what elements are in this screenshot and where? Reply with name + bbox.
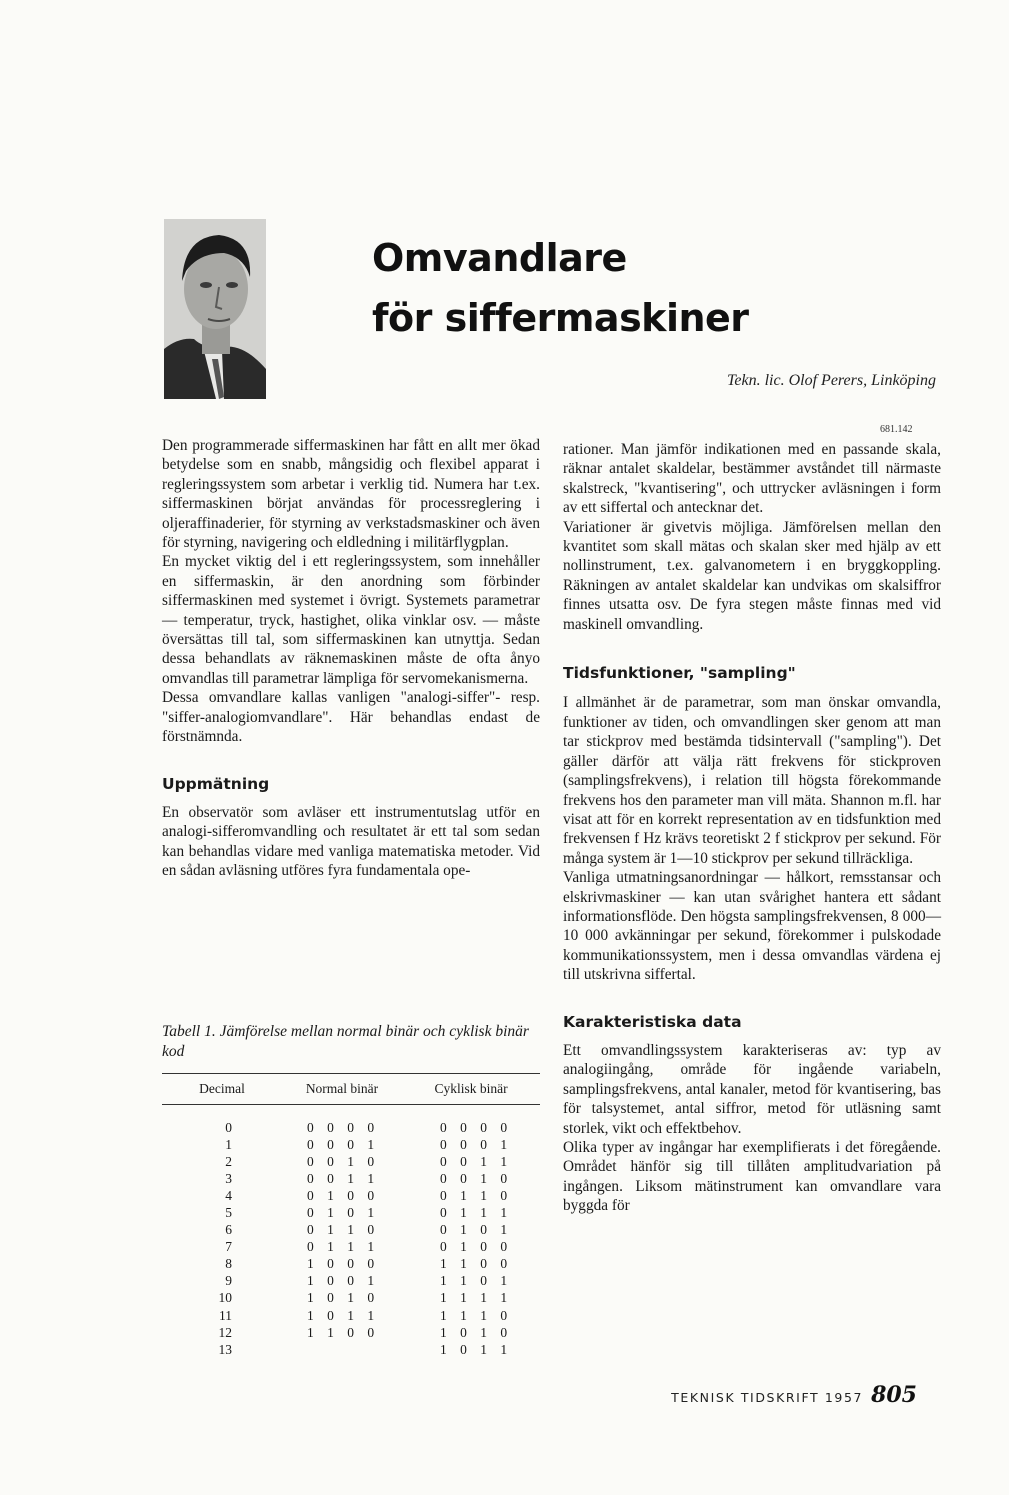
cell-cyclic-binary: 0 0 0 0	[440, 1119, 513, 1135]
cell-cyclic-binary: 0 1 0 0	[440, 1239, 513, 1255]
cell-decimal: 7	[225, 1239, 232, 1255]
binary-code-table	[162, 1073, 540, 1358]
table-row	[162, 1136, 540, 1153]
table-row	[162, 1119, 540, 1136]
title-line-2: för siffermaskiner	[372, 296, 749, 340]
cell-normal-binary: 0 0 0 1	[307, 1136, 380, 1152]
table-row	[162, 1153, 540, 1170]
table-row	[162, 1324, 540, 1341]
table-caption: Tabell 1. Jämförelse mellan normal binär och cyklisk binär kod	[162, 1023, 529, 1060]
cell-cyclic-binary: 0 0 0 1	[440, 1136, 513, 1152]
header-decimal: Decimal	[199, 1081, 245, 1096]
cell-cyclic-binary: 1 0 1 0	[440, 1324, 513, 1340]
cell-decimal: 9	[225, 1273, 232, 1289]
cell-normal-binary: 1 1 0 0	[307, 1324, 380, 1340]
cell-normal-binary: 1 0 0 1	[307, 1273, 380, 1289]
intro-paragraph: Den programmerade siffermaskinen har fått en allt mer ökad betydelse som en snabb, mångsidig och flexibel apparat i regleringssystem som arbetar i verklig tid. Numera har t.ex. siffermaskinen börjat användas för processreglering i oljeraffinaderier, för styrning av verkstadsmaskiner och även för styrning, navigering och eldledning i militärflygplan.	[162, 437, 540, 552]
cell-decimal: 6	[225, 1222, 232, 1238]
cell-normal-binary: 1 0 1 0	[307, 1290, 380, 1306]
paragraph: En mycket viktig del i ett regleringssystem, som innehåller en siffermaskin, är den anordning som förbinder siffermaskinen med systemet i övrigt. Systemets parametrar — temperatur, tryck, hastighet, olika vinklar osv. — måste översättas till tal, som siffermaskinen kan utnyttja. Sedan dessa behandlats av räknemaskinen måste de ofta ånyo omvandlas till parametrar lämpliga för servomekanismerna.	[162, 553, 540, 687]
section-heading-tidsfunktioner: Tidsfunktioner, "sampling"	[563, 664, 796, 683]
table-header	[162, 1074, 540, 1104]
cell-decimal: 4	[225, 1187, 232, 1203]
byline: Tekn. lic. Olof Perers, Linköping	[726, 372, 936, 389]
cell-normal-binary: 0 0 0 0	[307, 1119, 380, 1135]
table-row	[162, 1341, 540, 1358]
table-row	[162, 1187, 540, 1204]
paragraph: En observatör som avläser ett instrumentutslag utför en analogi-sifferomvandling och resultatet är ett tal som sedan kan behandlas vidare med vanliga matematiska metoder. Vid en sådan avläsning utföres fyra fundamentala ope-	[162, 803, 540, 880]
header-normal-binary: Normal binär	[305, 1081, 379, 1096]
paragraph: Ett omvandlingssystem karakteriseras av: typ av analogiingång, område för ingående variabeln, samplingsfrekvens, antal kanaler, metod för kvantisering, bas för talsystemet, antal siffror, metod för utläsning samt storlek, vikt och effektbehov.	[563, 1041, 941, 1137]
cell-decimal: 11	[219, 1307, 232, 1323]
author-photo	[164, 219, 266, 399]
cell-normal-binary: 0 0 1 0	[307, 1153, 380, 1169]
cell-decimal: 13	[218, 1341, 232, 1357]
cell-decimal: 0	[225, 1119, 232, 1135]
table-row	[162, 1290, 540, 1307]
table-row	[162, 1256, 540, 1273]
table-row	[162, 1204, 540, 1221]
portrait-image	[164, 219, 266, 399]
cell-normal-binary: 0 1 0 1	[307, 1205, 380, 1221]
cell-cyclic-binary: 0 1 1 0	[440, 1187, 513, 1203]
table-row	[162, 1273, 540, 1290]
paragraph: Olika typer av ingångar har exemplifierats i det föregående. Området hänför sig till tillåten amplitudvariation på ingången. Liksom mätinstrument kan omvandlare vara byggda för	[563, 1139, 941, 1215]
cell-decimal: 12	[218, 1324, 232, 1340]
table-row	[162, 1170, 540, 1187]
paragraph: rationer. Man jämför indikationen med en passande skala, räknar antalet skaldelar, bestämmer avståndet till närmaste skalstreck, "kvantisering", och uttrycker avläsningen i form av ett siffertal och antecknar det.	[563, 441, 941, 517]
section-heading-karakteristiska-data: Karakteristiska data	[563, 1012, 742, 1031]
cell-normal-binary: 0 0 1 1	[307, 1170, 380, 1186]
cell-normal-binary: 1 0 1 1	[307, 1307, 380, 1323]
paragraph: Dessa omvandlare kallas vanligen "analogi-siffer"- resp. "siffer-analogiomvandlare". Här behandlas endast de förstnämnda.	[162, 689, 540, 746]
cell-normal-binary: 1 0 0 0	[307, 1256, 380, 1272]
cell-decimal: 10	[218, 1290, 232, 1306]
cell-cyclic-binary: 1 0 1 1	[440, 1341, 513, 1357]
title-line-1: Omvandlare	[372, 236, 627, 280]
article-title	[372, 228, 749, 348]
udc-code: 681.142	[880, 424, 913, 435]
cell-decimal: 1	[225, 1136, 232, 1152]
cell-cyclic-binary: 1 1 1 0	[440, 1307, 513, 1323]
cell-normal-binary: 0 1 0 0	[307, 1187, 380, 1203]
paragraph: I allmänhet är de parametrar, som man önskar omvandla, funktioner av tiden, och omvandlingen sker genom att man tar stickprov med bestämda tidsintervall ("sampling"). Det gäller därför att välja rätt frekvens för stickproven (samplingsfrekvens), i relation till högsta förekommande frekvens hos den parameter man vill mäta. Shannon m.fl. har visat att för en korrekt representation av en tidsfunktion med frekvensen f Hz krävs teoretiskt 2 f stickprov per sekund. För många system är 1—10 stickprov per sekund tillräckliga.	[563, 694, 941, 867]
table-header-rule	[162, 1104, 540, 1105]
page-number: 805	[871, 1382, 917, 1408]
header-cyclic-binary: Cyklisk binär	[434, 1081, 508, 1096]
page-footer	[671, 1382, 917, 1408]
table-row	[162, 1239, 540, 1256]
cell-cyclic-binary: 1 1 0 1	[440, 1273, 513, 1289]
cell-cyclic-binary: 0 0 1 1	[440, 1153, 513, 1169]
left-column	[162, 436, 540, 881]
cell-normal-binary: 0 1 1 0	[307, 1222, 380, 1238]
cell-cyclic-binary: 0 0 1 0	[440, 1170, 513, 1186]
cell-cyclic-binary: 1 1 1 1	[440, 1290, 513, 1306]
section-heading-uppmatning: Uppmätning	[162, 774, 270, 793]
cell-decimal: 2	[225, 1153, 232, 1169]
cell-decimal: 3	[225, 1170, 232, 1186]
cell-decimal: 5	[225, 1205, 232, 1221]
table-body	[162, 1119, 540, 1358]
table-row	[162, 1222, 540, 1239]
cell-cyclic-binary: 1 1 0 0	[440, 1256, 513, 1272]
paragraph: Vanliga utmatningsanordningar — hålkort, remsstansar och elskrivmaskiner — kan utan svårighet hantera ett sådant informationsflöde. Den högsta samplingsfrekvensen, 8 000—10 000 avkänningar per sekund, förekommer i pulskodade kommunikationssystem, men i dessa omvandlas värdena ej till utskrivna siffertal.	[563, 869, 941, 984]
table-row	[162, 1307, 540, 1324]
journal-name: TEKNISK TIDSKRIFT 1957	[671, 1390, 864, 1405]
cell-normal-binary: 0 1 1 1	[307, 1239, 380, 1255]
right-column	[563, 440, 941, 1216]
cell-decimal: 8	[225, 1256, 232, 1272]
paragraph: Variationer är givetvis möjliga. Jämförelsen mellan den kvantitet som skall mätas och skalan sker med hjälp av ett nollinstrument, t.ex. galvanometern i en bryggkoppling. Räkningen av antalet skaldelar kan undvikas om skalsiffror finnes utsatta osv. De fyra stegen måste finnas med vid maskinell omvandling.	[563, 518, 941, 633]
cell-cyclic-binary: 0 1 1 1	[440, 1205, 513, 1221]
cell-cyclic-binary: 0 1 0 1	[440, 1222, 513, 1238]
